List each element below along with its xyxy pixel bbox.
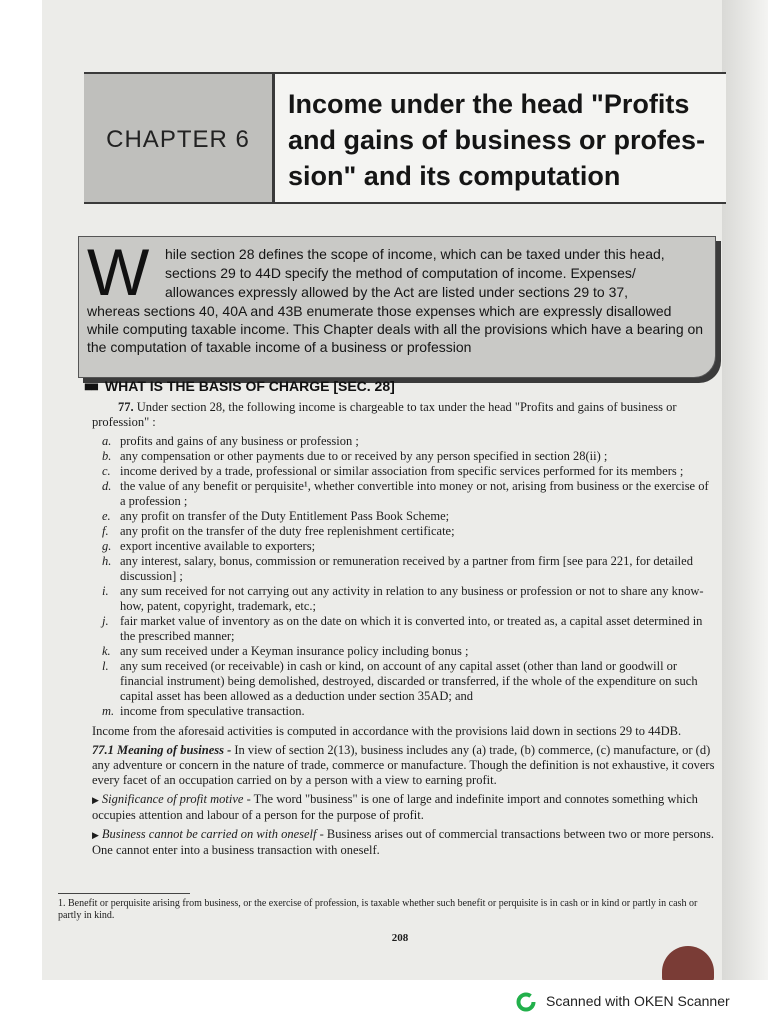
body-text xyxy=(92,400,716,862)
paragraph-77-text: Under section 28, the following income is chargeable to tax under the head "Profits and gains of business or profession" : xyxy=(92,400,677,429)
bullet-heading: Significance of profit motive - xyxy=(101,792,251,806)
drop-cap: W xyxy=(87,235,150,309)
bullet-paragraph xyxy=(92,792,716,823)
item-label: i. xyxy=(102,584,109,598)
item-text: fair market value of inventory as on the date on which it is converted into, or treated as, a capital asset determined in the prescribed manner; xyxy=(120,614,703,643)
list-item xyxy=(92,509,716,524)
scanner-watermark-text: Scanned with OKEN Scanner xyxy=(546,993,730,1009)
item-label: g. xyxy=(102,539,112,553)
chapter-label-cell xyxy=(84,74,275,202)
page-edge xyxy=(722,0,768,980)
bullet-heading: Business cannot be carried on with oneself - xyxy=(101,827,324,841)
item-text: the value of any benefit or perquisite¹, whether convertible into money or not, arising from business or the exercise of a profession ; xyxy=(120,479,709,508)
list-item xyxy=(92,524,716,539)
item-text: any profit on transfer of the Duty Entitlement Pass Book Scheme; xyxy=(120,509,450,523)
scanner-logo-icon xyxy=(516,992,536,1012)
list-item xyxy=(92,449,716,464)
section-heading xyxy=(84,378,684,394)
item-text: any sum received (or receivable) in cash or kind, on account of any capital asset (other than land or goodwill or financial instrument) being demolished, destroyed, discarded or transferred, if the whole of the expenditure on such capital asset has been allowed as a deduction under section 35AD; and xyxy=(120,659,698,703)
paragraph-77-1-heading: 77.1 Meaning of business - xyxy=(92,743,232,757)
list-item xyxy=(92,584,716,614)
paragraph-77-1 xyxy=(92,743,716,788)
paragraph-77 xyxy=(92,400,716,430)
list-item xyxy=(92,539,716,554)
triangle-bullet-icon: ▶ xyxy=(92,830,99,840)
list-item xyxy=(92,464,716,479)
heading-marker: ■■ xyxy=(84,378,97,394)
intro-rest-text: whereas sections 40, 40A and 43B enumerate those expenses which are expressly disallowed while computing taxable income. This Chapter deals with all the provisions which have a bearing on the computation of taxable income of a business or profession xyxy=(87,303,704,355)
list-item xyxy=(92,704,716,719)
item-label: c. xyxy=(102,464,111,478)
item-label: b. xyxy=(102,449,112,463)
bullet-text: Business arises out of commercial transactions between two or more persons. One cannot enter into a business transaction with oneself. xyxy=(92,827,714,857)
item-text: any interest, salary, bonus, commission or remuneration received by a partner from firm [see para 221, for detailed discussion] ; xyxy=(120,554,693,583)
list-item xyxy=(92,659,716,704)
item-label: j. xyxy=(102,614,109,628)
item-label: h. xyxy=(102,554,112,568)
bullet-paragraph xyxy=(92,827,716,858)
item-text: any sum received for not carrying out any activity in relation to any business or profession or not to share any know-how, patent, copyright, trademark, etc.; xyxy=(120,584,704,613)
chapter-header xyxy=(84,72,726,204)
bullet-text: The word "business" is one of large and indefinite import and connotes something which occupies attention and labour of a person for the purpose of profit. xyxy=(92,792,698,822)
item-text: export incentive available to exporters; xyxy=(120,539,316,553)
list-item xyxy=(92,614,716,644)
charge-items-list xyxy=(92,434,716,719)
triangle-bullet-icon: ▶ xyxy=(92,795,99,805)
list-item xyxy=(92,554,716,584)
page-number: 208 xyxy=(391,932,409,944)
item-label: a. xyxy=(102,434,112,448)
item-label: l. xyxy=(102,659,109,673)
paragraph-number: 77. xyxy=(118,400,134,414)
computation-paragraph: Income from the aforesaid activities is computed in accordance with the provisions laid down in sections 29 to 44DB. xyxy=(92,724,682,738)
list-item xyxy=(92,434,716,449)
list-item xyxy=(92,479,716,509)
item-label: e. xyxy=(102,509,111,523)
item-label: m. xyxy=(102,704,115,718)
list-item xyxy=(92,644,716,659)
item-text: any compensation or other payments due to or received by any person specified in section 28(ii) ; xyxy=(120,449,608,463)
item-text: profits and gains of any business or profession ; xyxy=(120,434,359,448)
footnote: 1. Benefit or perquisite arising from business, or the exercise of profession, is taxable whether such benefit or perquisite is in cash or in kind or partly in cash or partly in kind. xyxy=(58,898,698,921)
chapter-label: CHAPTER 6 xyxy=(106,126,250,153)
item-text: income derived by a trade, professional or similar association from specific services performed for its members ; xyxy=(120,464,684,478)
footnote-divider xyxy=(58,893,190,894)
paragraph-77-1-text: In view of section 2(13), business includes any (a) trade, (b) commerce, (c) manufacture, or (d) any adventure or concern in the nature of trade, commerce or manufacture. Though the definition is not exhaustive, it covers every facet of an occupation carried on by a person with a view to earning profit. xyxy=(92,743,715,787)
item-text: any sum received under a Keyman insurance policy including bonus ; xyxy=(120,644,469,658)
item-label: d. xyxy=(102,479,112,493)
chapter-title: Income under the head "Profits and gains of business or profes- sion" and its computation xyxy=(288,89,706,191)
item-label: k. xyxy=(102,644,111,658)
intro-lead-text: hile section 28 defines the scope of income, which can be taxed under this head, sections 29 to 44D specify the method of computation of income. Expenses/ allowances expressly allowed by the Act are listed under sections 29 to 37, xyxy=(165,246,665,300)
intro-box xyxy=(78,236,716,378)
item-label: f. xyxy=(102,524,109,538)
item-text: any profit on the transfer of the duty free replenishment certificate; xyxy=(120,524,455,538)
section-heading-text: WHAT IS THE BASIS OF CHARGE [SEC. 28] xyxy=(104,378,395,394)
item-text: income from speculative transaction. xyxy=(120,704,305,718)
